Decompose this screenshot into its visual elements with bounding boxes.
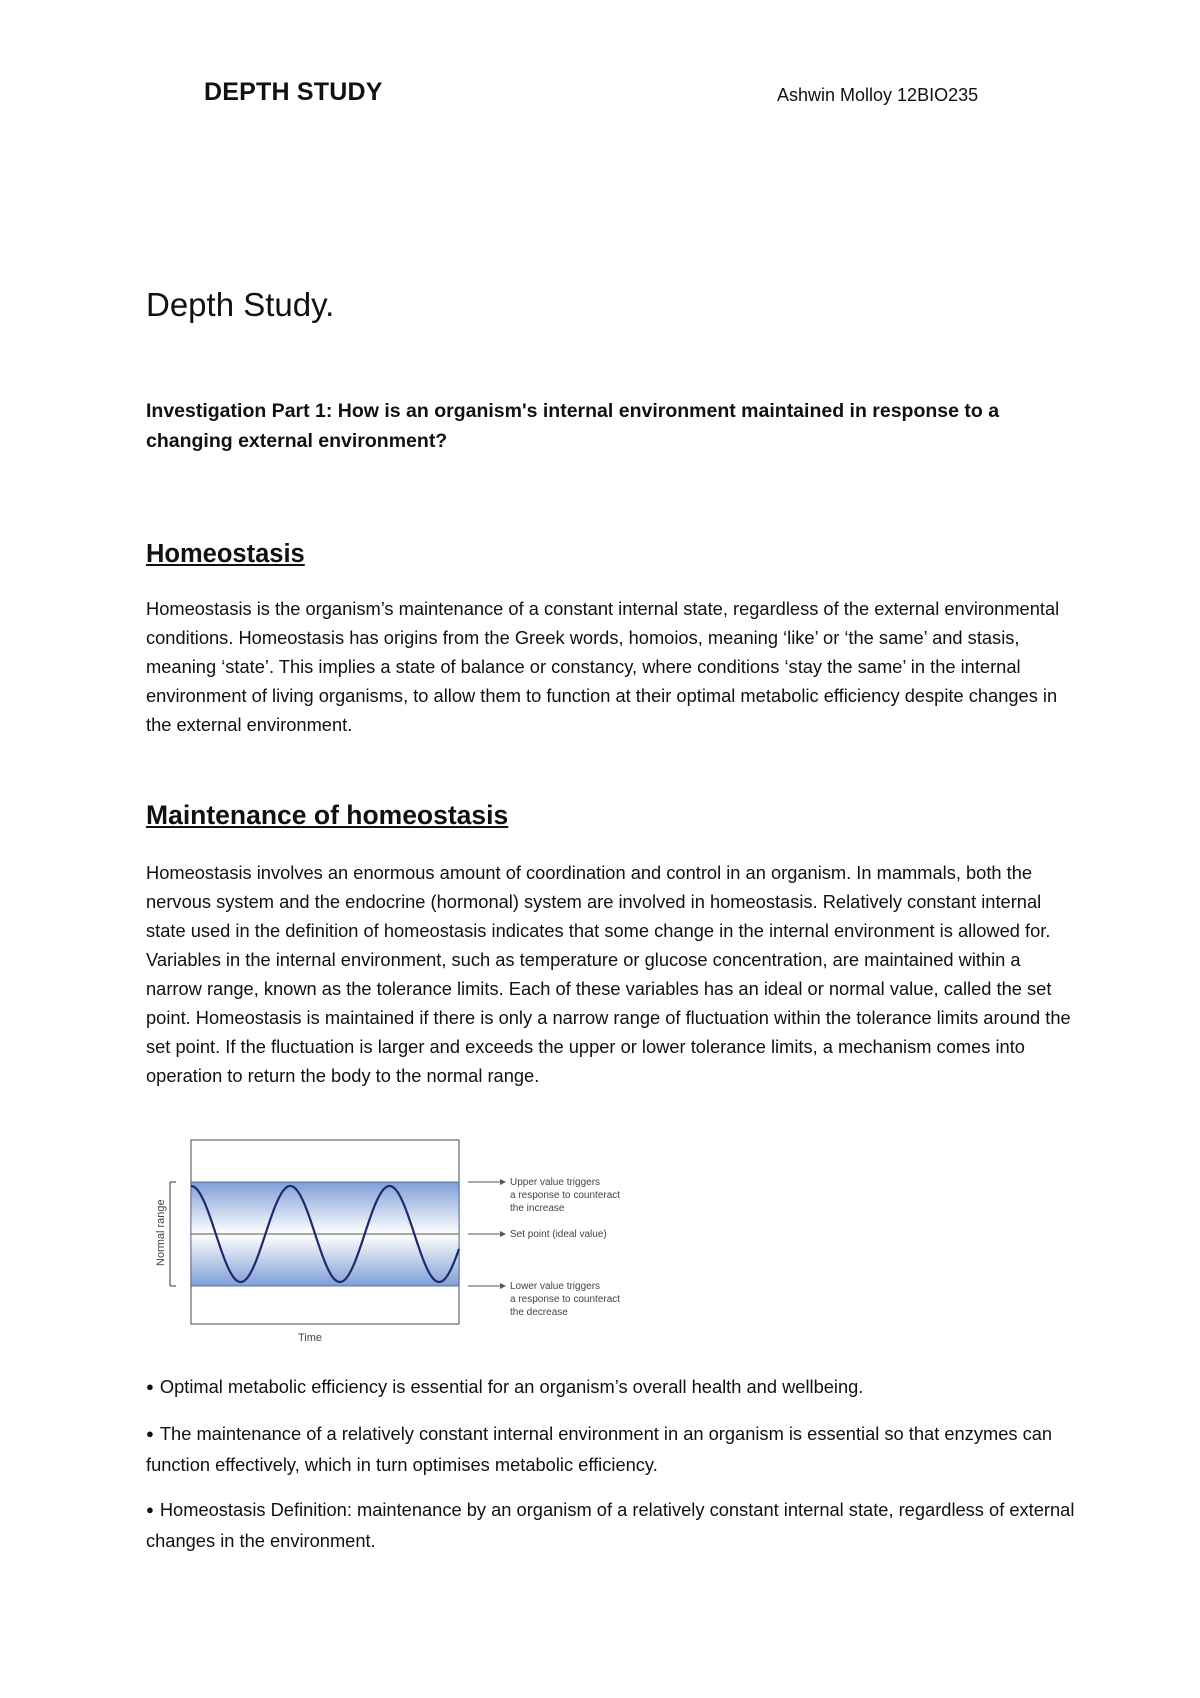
svg-text:Lower value triggers a	[510, 1281, 623, 1318]
bullet-list	[146, 1372, 1076, 1571]
upper-annotation-line3: the increase	[510, 1203, 565, 1214]
upper-arrow-head	[500, 1179, 506, 1185]
bullet-item	[146, 1495, 1076, 1555]
bullet-dot-icon: ●	[146, 1502, 154, 1517]
header-author: Ashwin Molloy 12BIO235	[777, 85, 979, 105]
setpoint-arrow-head	[500, 1231, 506, 1237]
heading-homeostasis: Homeostasis	[146, 540, 305, 568]
lower-annotation-line2: a response to counteract	[510, 1294, 621, 1305]
lower-annotation-line1: Lower value triggers	[510, 1281, 601, 1292]
y-axis-label: Normal range	[155, 1199, 167, 1266]
paragraph-maintenance: Homeostasis involves an enormous amount of coordination and control in an organism. In mammals, both the nervous system and the endocrine (hormonal) system are involved in homeostasis. Relatively constant internal state used in the definition of homeostasis indicates that some change in the internal environment is allowed for. Variables in the internal environment, such as temperature or glucose concentration, are maintained within a narrow range, known as the tolerance limits. Each of these variables has an ideal or normal value, called the set point. Homeostasis is maintained if there is only a narrow range of fluctuation within the tolerance limits around the set point. If the fluctuation is larger and exceeds the upper or lower tolerance limits, a mechanism comes into operation to return the body to the normal range.	[146, 862, 1071, 1086]
bullet-item	[146, 1419, 1076, 1479]
homeostasis-diagram-svg	[150, 1134, 670, 1348]
homeostasis-diagram	[150, 1134, 670, 1348]
document-title: Depth Study.	[146, 286, 335, 323]
upper-annotation-line2: a response to counteract	[510, 1190, 621, 1201]
bullet-dot-icon: ●	[146, 1379, 154, 1394]
svg-text:Upper value triggers a	[510, 1177, 623, 1214]
setpoint-annotation: Set point (ideal value)	[510, 1229, 607, 1240]
investigation-question: Investigation Part 1: How is an organism's internal environment maintained in response to a changing external environment?	[146, 400, 1000, 452]
bullet-dot-icon: ●	[146, 1426, 154, 1441]
bullet-item	[146, 1372, 1076, 1403]
lower-annotation-line3: the decrease	[510, 1307, 568, 1318]
x-axis-label: Time	[297, 1332, 323, 1344]
upper-annotation-line1: Upper value triggers	[510, 1177, 601, 1188]
header-title: DEPTH STUDY	[204, 78, 383, 106]
lower-arrow-head	[500, 1283, 506, 1289]
bullet-text: Homeostasis Definition: maintenance by an organism of a relatively constant internal state, regardless of external changes in the environment.	[146, 1499, 1075, 1551]
bullet-text: Optimal metabolic efficiency is essential for an organism’s overall health and wellbeing.	[159, 1376, 864, 1397]
paragraph-homeostasis: Homeostasis is the organism’s maintenance of a constant internal state, regardless of the external environmental conditions. Homeostasis has origins from the Greek words, homoios, meaning ‘like’ or ‘the same’ and stasis, meaning ‘state’. This implies a state of balance or constancy, where conditions ‘stay the same’ in the internal environment of living organisms, to allow them to function at their optimal metabolic efficiency despite changes in the external environment.	[146, 598, 1060, 735]
heading-maintenance: Maintenance of homeostasis	[146, 800, 509, 830]
bullet-text: The maintenance of a relatively constant internal environment in an organism is essential so that enzymes can function effectively, which in turn optimises metabolic efficiency.	[146, 1423, 1053, 1475]
